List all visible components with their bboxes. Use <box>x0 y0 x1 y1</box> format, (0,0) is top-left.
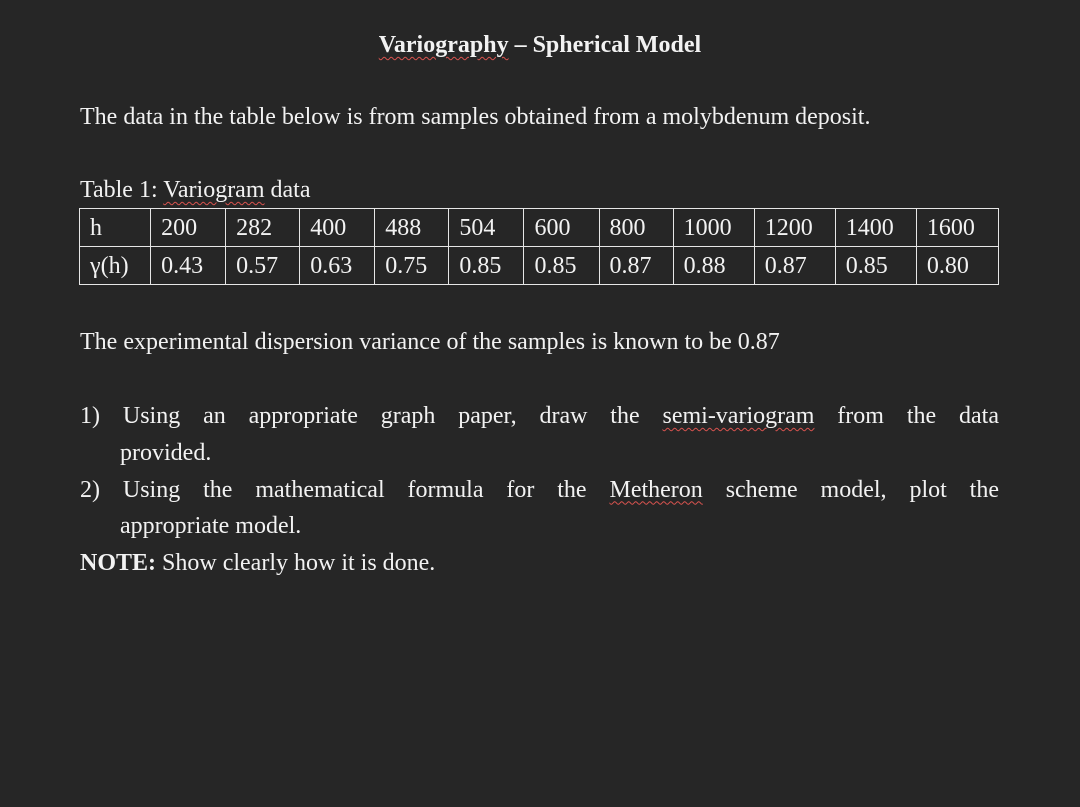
question-1 <box>80 398 999 472</box>
row-label-gamma: γ(h) <box>80 247 151 285</box>
h-value: 282 <box>226 209 300 247</box>
note-text: Show clearly how it is done. <box>156 550 436 577</box>
question-1-line-2: provided. <box>120 439 212 466</box>
h-value: 1400 <box>835 209 916 247</box>
title-rest: – Spherical Model <box>508 32 702 58</box>
gamma-value: 0.85 <box>449 247 524 285</box>
table-caption-suffix: data <box>264 177 311 203</box>
question-list <box>80 398 999 582</box>
table-caption-prefix: Table 1: <box>80 177 164 203</box>
h-value: 200 <box>151 209 226 247</box>
gamma-value: 0.43 <box>151 247 226 285</box>
question-2-line-2: appropriate model. <box>120 513 302 540</box>
table-caption <box>80 173 310 207</box>
question-1-text-a: 1) Using an appropriate graph paper, draw the <box>80 403 663 429</box>
variogram-table <box>79 208 999 285</box>
question-2 <box>80 472 999 546</box>
gamma-value: 0.85 <box>524 247 599 285</box>
h-value: 504 <box>449 209 524 247</box>
note <box>80 545 999 582</box>
gamma-value: 0.87 <box>754 247 835 285</box>
h-value: 400 <box>300 209 375 247</box>
question-1-term: semi-variogram <box>662 403 815 429</box>
title-word-variography: Variography <box>378 32 509 58</box>
table-row-h <box>80 209 999 247</box>
question-2-term: Metheron <box>609 476 703 503</box>
h-value: 1600 <box>916 209 998 247</box>
table-caption-word: Variogram <box>163 177 265 203</box>
dispersion-variance-statement: The experimental dispersion variance of the samples is known to be 0.87 <box>80 329 780 355</box>
h-value: 1000 <box>673 209 754 247</box>
h-value: 488 <box>375 209 449 247</box>
h-value: 1200 <box>754 209 835 247</box>
question-2-text-a: 2) Using the mathematical formula for the <box>80 476 610 503</box>
h-value: 800 <box>599 209 673 247</box>
gamma-value: 0.88 <box>673 247 754 285</box>
gamma-value: 0.63 <box>300 247 375 285</box>
note-label: NOTE: <box>80 550 157 577</box>
question-2-text-b: scheme model, plot the <box>702 476 999 503</box>
question-2-line-1 <box>80 472 999 509</box>
gamma-value: 0.57 <box>226 247 300 285</box>
gamma-value: 0.87 <box>599 247 673 285</box>
gamma-value: 0.80 <box>916 247 998 285</box>
gamma-value: 0.85 <box>835 247 916 285</box>
question-1-text-b: from the data <box>814 403 999 429</box>
h-value: 600 <box>524 209 599 247</box>
question-1-line-1 <box>80 398 999 435</box>
row-label-h: h <box>80 209 151 247</box>
page-title <box>0 29 1080 61</box>
table-row-gamma <box>80 247 999 285</box>
gamma-value: 0.75 <box>375 247 449 285</box>
intro-paragraph: The data in the table below is from samples obtained from a molybdenum deposit. <box>80 104 871 130</box>
